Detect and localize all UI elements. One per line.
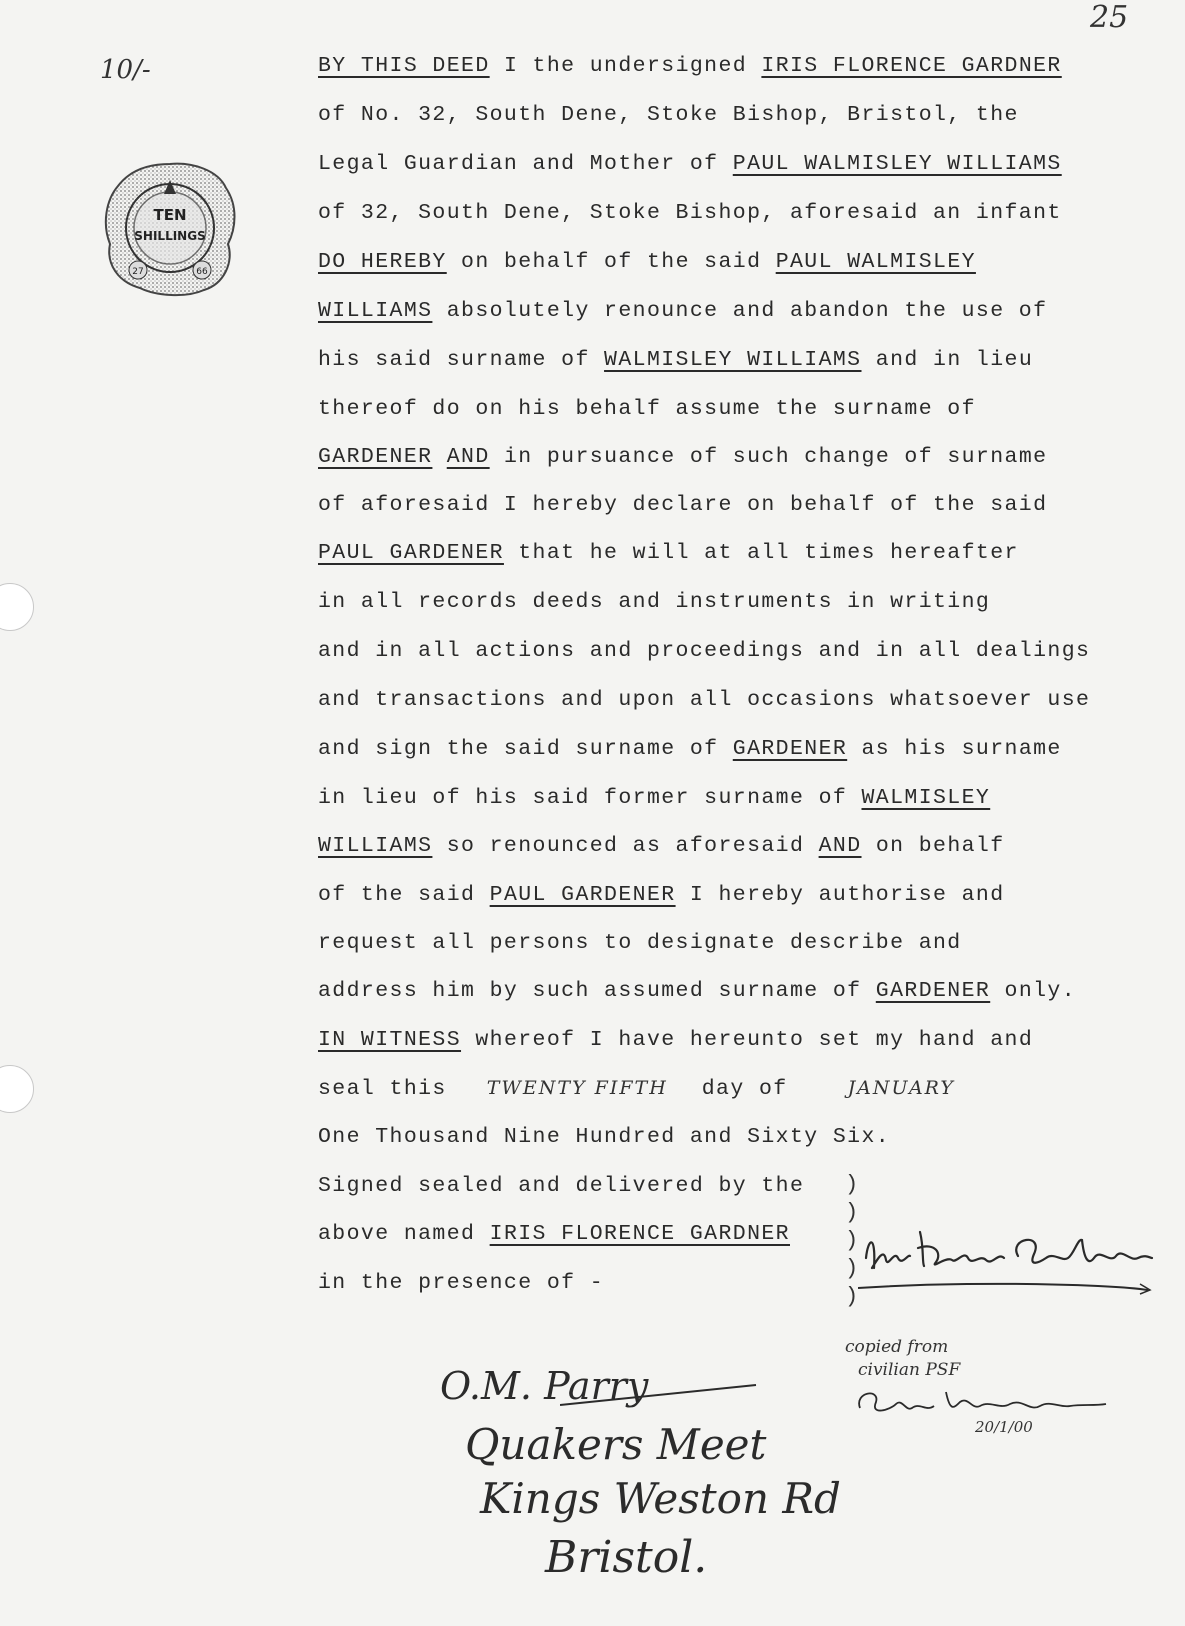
- brace-mark: ): [845, 1200, 859, 1225]
- handwritten-month: JANUARY: [847, 1077, 955, 1099]
- deed-keyword: AND: [446, 445, 490, 469]
- new-surname: GARDENER: [318, 445, 433, 469]
- deed-line: [318, 248, 976, 276]
- page-number: 25: [1090, 0, 1129, 35]
- copied-note-line: civilian PSF: [858, 1360, 961, 1380]
- deed-line: of No. 32, South Dene, Stoke Bishop, Bristol, the: [318, 103, 1019, 127]
- deed-text: seal this: [318, 1077, 447, 1101]
- punch-hole: [0, 1065, 34, 1113]
- deed-text: and sign the said surname of: [318, 737, 733, 761]
- deed-text: [432, 445, 446, 469]
- deed-line: [318, 977, 1076, 1005]
- brace-mark: ): [845, 1172, 859, 1197]
- deed-line: [318, 735, 1062, 763]
- brace-mark: ): [845, 1284, 859, 1309]
- deed-text: day of: [701, 1077, 788, 1101]
- deed-keyword: AND: [818, 834, 862, 858]
- deed-line: request all persons to designate describe and: [318, 931, 962, 955]
- svg-text:66: 66: [196, 267, 208, 277]
- deed-line: in the presence of -: [318, 1271, 605, 1295]
- deed-line: [318, 1220, 790, 1248]
- former-surname: WILLIAMS: [318, 834, 433, 858]
- punch-hole: [0, 583, 34, 631]
- deed-line: of aforesaid I hereby declare on behalf of the said: [318, 493, 1048, 517]
- deed-line: in all records deeds and instruments in writing: [318, 590, 991, 614]
- deed-keyword: IN WITNESS: [318, 1028, 462, 1052]
- infant-name: WILLIAMS: [318, 299, 433, 323]
- svg-text:SHILLINGS: SHILLINGS: [134, 229, 206, 243]
- deed-line: [318, 881, 1005, 909]
- svg-text:TEN: TEN: [153, 206, 187, 224]
- deed-line: [318, 784, 990, 812]
- former-surname: WALMISLEY: [861, 786, 991, 810]
- deed-line: [318, 1074, 955, 1103]
- deed-text: in lieu of his said former surname of: [318, 786, 862, 810]
- svg-text:27: 27: [132, 267, 144, 277]
- copier-initials: [850, 1382, 1110, 1422]
- copied-note-line: copied from: [845, 1337, 949, 1357]
- deed-line: of 32, South Dene, Stoke Bishop, aforesaid an infant: [318, 201, 1062, 225]
- deed-text: absolutely renounce and abandon the use of: [432, 299, 1048, 323]
- witness-underline: [560, 1375, 760, 1415]
- new-name: PAUL GARDENER: [318, 541, 504, 565]
- deed-line: thereof do on his behalf assume the surname of: [318, 397, 976, 421]
- deed-line: and transactions and upon all occasions whatsoever use: [318, 688, 1091, 712]
- folio-mark: 10/-: [100, 55, 151, 85]
- deed-text: that he will at all times hereafter: [503, 541, 1019, 565]
- brace-mark: ): [845, 1256, 859, 1281]
- deed-line: One Thousand Nine Hundred and Sixty Six.: [318, 1125, 891, 1149]
- deed-line: [318, 346, 1033, 374]
- witness-address-line: Kings Weston Rd: [480, 1474, 841, 1523]
- deed-line: [318, 150, 1062, 178]
- infant-name: PAUL WALMISLEY: [775, 250, 976, 274]
- deed-line: [318, 832, 1005, 860]
- deed-text: whereof I have hereunto set my hand and: [461, 1028, 1034, 1052]
- signature: [858, 1218, 1158, 1308]
- deed-text: in pursuance of such change of surname: [489, 445, 1048, 469]
- deed-text: only.: [990, 979, 1077, 1003]
- deed-text: above named: [318, 1222, 490, 1246]
- deed-line: and in all actions and proceedings and in all dealings: [318, 639, 1091, 663]
- deed-line: Signed sealed and delivered by the: [318, 1174, 805, 1198]
- deed-text: I the undersigned: [489, 54, 762, 78]
- deed-keyword: DO HEREBY: [318, 250, 447, 274]
- deed-text: and in lieu: [861, 348, 1034, 372]
- deed-text: on behalf of the said: [446, 250, 776, 274]
- copied-note-date: 20/1/00: [975, 1418, 1033, 1436]
- witness-address-line: Bristol.: [545, 1532, 708, 1583]
- witness-address-line: Quakers Meet: [465, 1420, 767, 1469]
- former-surname: WALMISLEY WILLIAMS: [604, 348, 862, 372]
- witness-name: O.M. Parry: [440, 1364, 649, 1408]
- deed-text: his said surname of: [318, 348, 605, 372]
- deed-text: on behalf: [861, 834, 1005, 858]
- deed-line: [318, 539, 1019, 567]
- deed-title: BY THIS DEED: [318, 54, 490, 78]
- handwritten-day: TWENTY FIFTH: [486, 1077, 668, 1099]
- brace-mark: ): [845, 1228, 859, 1253]
- deed-line: [318, 443, 1047, 471]
- deed-line: [318, 1026, 1033, 1054]
- revenue-stamp: [100, 158, 240, 298]
- deed-text: address him by such assumed surname of: [318, 979, 876, 1003]
- deed-text: so renounced as aforesaid: [432, 834, 819, 858]
- deed-text: of the said: [318, 883, 490, 907]
- new-surname: GARDENER: [732, 737, 848, 761]
- infant-name: PAUL WALMISLEY WILLIAMS: [732, 152, 1062, 176]
- guardian-name: IRIS FLORENCE GARDNER: [489, 1222, 790, 1246]
- deed-line: [318, 297, 1047, 325]
- deed-text: Legal Guardian and Mother of: [318, 152, 733, 176]
- deed-line: [318, 52, 1062, 80]
- new-surname: GARDENER: [875, 979, 991, 1003]
- deed-text: as his surname: [847, 737, 1062, 761]
- deed-text: I hereby authorise and: [675, 883, 1005, 907]
- new-name: PAUL GARDENER: [489, 883, 676, 907]
- guardian-name: IRIS FLORENCE GARDNER: [761, 54, 1062, 78]
